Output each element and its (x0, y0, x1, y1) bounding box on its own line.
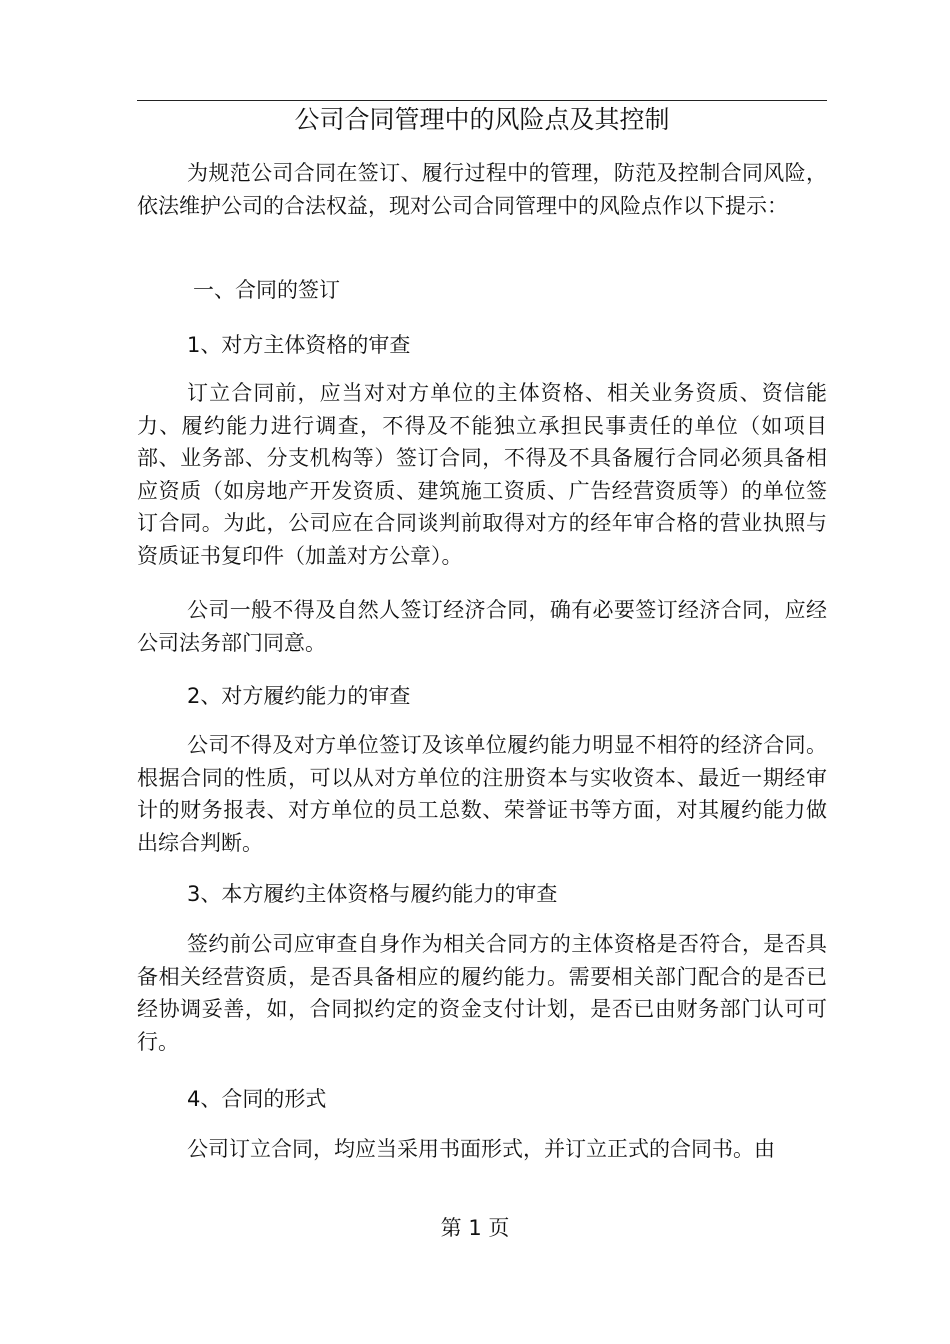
intro-paragraph: 为规范公司合同在签订、履行过程中的管理，防范及控制合同风险，依法维护公司的合法权益，现对公司合同管理中的风险点作以下提示： (137, 161, 827, 218)
document-title: 公司合同管理中的风险点及其控制 (294, 105, 670, 134)
item-3-paragraph: 签约前公司应审查自身作为相关合同方的主体资格是否符合，是否具备相关经营资质，是否具备相应的履约能力。需要相关部门配合的是否已经协调妥善，如，合同拟约定的资金支付计划，是否已由财务部门认可可行。 (137, 932, 827, 1054)
item-heading-counterparty-capacity: 2、对方履约能力的审查 (187, 684, 411, 708)
item-2-paragraph: 公司不得及对方单位签订及该单位履约能力明显不相符的经济合同。根据合同的性质，可以从对方单位的注册资本与实收资本、最近一期经审计的财务报表、对方单位的员工总数、荣誉证书等方面，对其履约能力做出综合判断。 (137, 733, 827, 855)
item-1-paragraph-1: 订立合同前，应当对对方单位的主体资格、相关业务资质、资信能力、履约能力进行调查，不得及不能独立承担民事责任的单位（如项目部、业务部、分支机构等）签订合同，不得及不具备履行合同必须具备相应资质（如房地产开发资质、建筑施工资质、广告经营资质等）的单位签订合同。为此，公司应在合同谈判前取得对方的经年审合格的营业执照与资质证书复印件（加盖对方公章）。 (137, 381, 827, 568)
item-4-paragraph: 公司订立合同，均应当采用书面形式，并订立正式的合同书。由 (187, 1137, 775, 1161)
item-heading-contract-form: 4、合同的形式 (187, 1087, 327, 1111)
page-number: 第 1 页 (440, 1216, 510, 1240)
item-heading-counterparty-qualification: 1、对方主体资格的审查 (187, 333, 411, 357)
section-heading-signing: 一、合同的签订 (193, 278, 340, 302)
item-heading-own-qualification: 3、本方履约主体资格与履约能力的审查 (187, 882, 558, 906)
item-1-paragraph-2: 公司一般不得及自然人签订经济合同，确有必要签订经济合同，应经公司法务部门同意。 (137, 598, 827, 655)
